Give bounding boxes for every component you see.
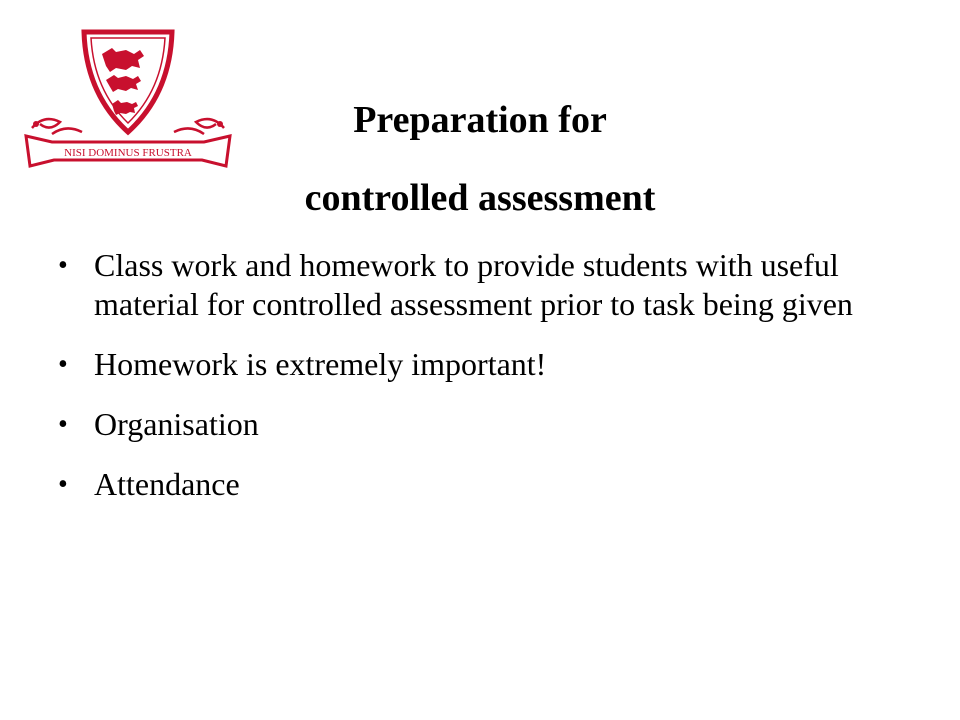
bullet-text: Organisation bbox=[94, 406, 259, 442]
bullet-list bbox=[56, 246, 916, 525]
bullet-item bbox=[56, 345, 916, 384]
bullet-item bbox=[56, 246, 916, 324]
bullet-item bbox=[56, 405, 916, 444]
bullet-text: Class work and homework to provide students with useful material for controlled assessment prior to task being given bbox=[94, 247, 853, 322]
bullet-item bbox=[56, 465, 916, 504]
bullet-text: Homework is extremely important! bbox=[94, 346, 547, 382]
slide-title-line-1: Preparation for bbox=[353, 99, 607, 141]
bullet-dot-icon: • bbox=[58, 469, 68, 500]
bullet-dot-icon: • bbox=[58, 349, 68, 380]
bullet-dot-icon: • bbox=[58, 250, 68, 281]
crest-motto: NISI DOMINUS FRUSTRA bbox=[64, 147, 192, 159]
bullet-text: Attendance bbox=[94, 466, 240, 502]
bullet-dot-icon: • bbox=[58, 409, 68, 440]
slide-title-line-2: controlled assessment bbox=[304, 177, 656, 219]
